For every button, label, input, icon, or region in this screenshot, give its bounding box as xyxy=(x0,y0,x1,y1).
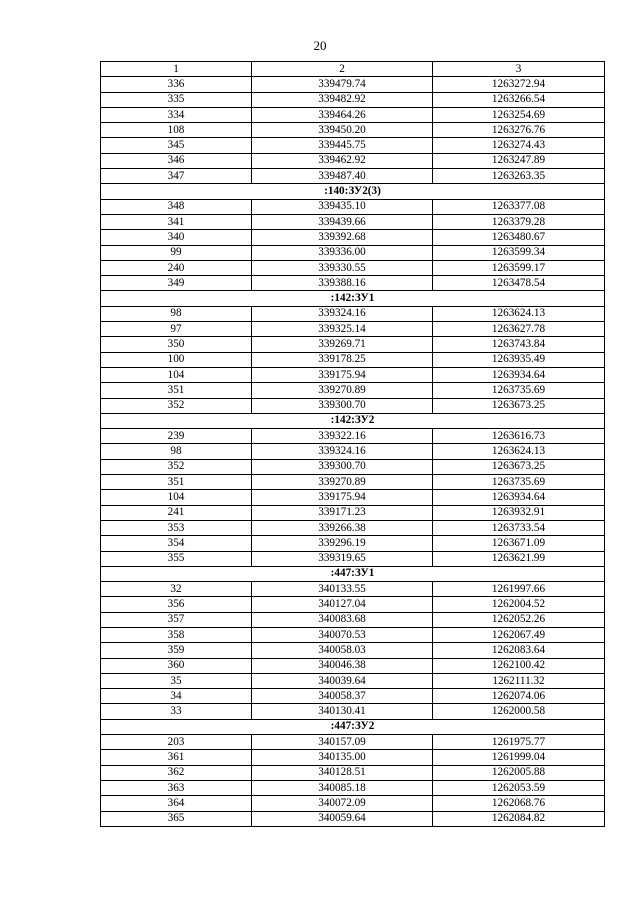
table-row xyxy=(101,138,605,153)
section-header-row xyxy=(101,413,605,428)
section-header-row xyxy=(101,184,605,199)
point-number-cell: 362 xyxy=(101,765,252,780)
table-row xyxy=(101,643,605,658)
point-number-cell: 359 xyxy=(101,643,252,658)
table-row xyxy=(101,322,605,337)
point-number-cell: 345 xyxy=(101,138,252,153)
y-coordinate-cell: 1263743.84 xyxy=(433,337,605,352)
y-coordinate-cell: 1261997.66 xyxy=(433,582,605,597)
x-coordinate-cell: 339336.00 xyxy=(252,245,433,260)
point-number-cell: 364 xyxy=(101,796,252,811)
column-header-3: 3 xyxy=(433,62,605,77)
table-row xyxy=(101,704,605,719)
x-coordinate-cell: 339269.71 xyxy=(252,337,433,352)
table-row xyxy=(101,260,605,275)
x-coordinate-cell: 339325.14 xyxy=(252,322,433,337)
x-coordinate-cell: 340070.53 xyxy=(252,627,433,642)
y-coordinate-cell: 1263276.76 xyxy=(433,123,605,138)
table-row xyxy=(101,169,605,184)
point-number-cell: 104 xyxy=(101,367,252,382)
point-number-cell: 350 xyxy=(101,337,252,352)
x-coordinate-cell: 339175.94 xyxy=(252,490,433,505)
y-coordinate-cell: 1263478.54 xyxy=(433,276,605,291)
x-coordinate-cell: 339445.75 xyxy=(252,138,433,153)
y-coordinate-cell: 1263254.69 xyxy=(433,107,605,122)
y-coordinate-cell: 1262084.82 xyxy=(433,811,605,826)
table-row xyxy=(101,658,605,673)
point-number-cell: 353 xyxy=(101,520,252,535)
point-number-cell: 241 xyxy=(101,505,252,520)
x-coordinate-cell: 340157.09 xyxy=(252,735,433,750)
x-coordinate-cell: 339462.92 xyxy=(252,153,433,168)
table-header-row xyxy=(101,62,605,77)
y-coordinate-cell: 1263599.34 xyxy=(433,245,605,260)
point-number-cell: 98 xyxy=(101,444,252,459)
x-coordinate-cell: 339171.23 xyxy=(252,505,433,520)
x-coordinate-cell: 339324.16 xyxy=(252,444,433,459)
section-header-row xyxy=(101,566,605,581)
x-coordinate-cell: 339319.65 xyxy=(252,551,433,566)
x-coordinate-cell: 339435.10 xyxy=(252,199,433,214)
point-number-cell: 346 xyxy=(101,153,252,168)
table-row xyxy=(101,444,605,459)
table-row xyxy=(101,276,605,291)
table-row xyxy=(101,383,605,398)
y-coordinate-cell: 1262053.59 xyxy=(433,780,605,795)
x-coordinate-cell: 340058.37 xyxy=(252,689,433,704)
x-coordinate-cell: 339439.66 xyxy=(252,214,433,229)
table-row xyxy=(101,352,605,367)
x-coordinate-cell: 340046.38 xyxy=(252,658,433,673)
y-coordinate-cell: 1263480.67 xyxy=(433,230,605,245)
y-coordinate-cell: 1262000.58 xyxy=(433,704,605,719)
point-number-cell: 35 xyxy=(101,673,252,688)
y-coordinate-cell: 1263624.13 xyxy=(433,444,605,459)
table-row xyxy=(101,337,605,352)
table-row xyxy=(101,551,605,566)
y-coordinate-cell: 1262074.06 xyxy=(433,689,605,704)
table-row xyxy=(101,735,605,750)
y-coordinate-cell: 1263266.54 xyxy=(433,92,605,107)
y-coordinate-cell: 1262083.64 xyxy=(433,643,605,658)
x-coordinate-cell: 340130.41 xyxy=(252,704,433,719)
x-coordinate-cell: 339270.89 xyxy=(252,383,433,398)
point-number-cell: 355 xyxy=(101,551,252,566)
point-number-cell: 33 xyxy=(101,704,252,719)
x-coordinate-cell: 340085.18 xyxy=(252,780,433,795)
point-number-cell: 239 xyxy=(101,429,252,444)
point-number-cell: 34 xyxy=(101,689,252,704)
table-row xyxy=(101,520,605,535)
point-number-cell: 365 xyxy=(101,811,252,826)
x-coordinate-cell: 339482.92 xyxy=(252,92,433,107)
x-coordinate-cell: 340072.09 xyxy=(252,796,433,811)
point-number-cell: 356 xyxy=(101,597,252,612)
point-number-cell: 99 xyxy=(101,245,252,260)
table-row xyxy=(101,230,605,245)
section-header-row xyxy=(101,719,605,734)
y-coordinate-cell: 1262067.49 xyxy=(433,627,605,642)
y-coordinate-cell: 1263934.64 xyxy=(433,490,605,505)
x-coordinate-cell: 339322.16 xyxy=(252,429,433,444)
table-row xyxy=(101,811,605,826)
point-number-cell: 104 xyxy=(101,490,252,505)
x-coordinate-cell: 339175.94 xyxy=(252,367,433,382)
table-row xyxy=(101,153,605,168)
y-coordinate-cell: 1263599.17 xyxy=(433,260,605,275)
table-row xyxy=(101,689,605,704)
table-row xyxy=(101,245,605,260)
y-coordinate-cell: 1263624.13 xyxy=(433,306,605,321)
point-number-cell: 108 xyxy=(101,123,252,138)
table-row xyxy=(101,92,605,107)
y-coordinate-cell: 1263274.43 xyxy=(433,138,605,153)
x-coordinate-cell: 339300.70 xyxy=(252,459,433,474)
y-coordinate-cell: 1262100.42 xyxy=(433,658,605,673)
point-number-cell: 341 xyxy=(101,214,252,229)
point-number-cell: 97 xyxy=(101,322,252,337)
point-number-cell: 340 xyxy=(101,230,252,245)
x-coordinate-cell: 340083.68 xyxy=(252,612,433,627)
y-coordinate-cell: 1263673.25 xyxy=(433,459,605,474)
column-header-2: 2 xyxy=(252,62,433,77)
table-row xyxy=(101,398,605,413)
x-coordinate-cell: 339270.89 xyxy=(252,475,433,490)
x-coordinate-cell: 339487.40 xyxy=(252,169,433,184)
y-coordinate-cell: 1263673.25 xyxy=(433,398,605,413)
section-title: :142:ЗУ1 xyxy=(101,291,605,306)
x-coordinate-cell: 339450.20 xyxy=(252,123,433,138)
coordinates-table-body xyxy=(101,62,605,827)
point-number-cell: 98 xyxy=(101,306,252,321)
table-row xyxy=(101,367,605,382)
x-coordinate-cell: 340059.64 xyxy=(252,811,433,826)
y-coordinate-cell: 1263735.69 xyxy=(433,383,605,398)
x-coordinate-cell: 339300.70 xyxy=(252,398,433,413)
coordinates-table xyxy=(100,61,605,827)
y-coordinate-cell: 1263616.73 xyxy=(433,429,605,444)
point-number-cell: 360 xyxy=(101,658,252,673)
section-title: :447:ЗУ1 xyxy=(101,566,605,581)
table-row xyxy=(101,199,605,214)
y-coordinate-cell: 1263263.35 xyxy=(433,169,605,184)
table-row xyxy=(101,77,605,92)
y-coordinate-cell: 1263247.89 xyxy=(433,153,605,168)
x-coordinate-cell: 339330.55 xyxy=(252,260,433,275)
table-row xyxy=(101,505,605,520)
table-row xyxy=(101,536,605,551)
point-number-cell: 347 xyxy=(101,169,252,184)
y-coordinate-cell: 1261999.04 xyxy=(433,750,605,765)
x-coordinate-cell: 339324.16 xyxy=(252,306,433,321)
x-coordinate-cell: 339178.25 xyxy=(252,352,433,367)
y-coordinate-cell: 1263671.09 xyxy=(433,536,605,551)
y-coordinate-cell: 1262111.32 xyxy=(433,673,605,688)
section-title: :140:ЗУ2(3) xyxy=(101,184,605,199)
column-header-1: 1 xyxy=(101,62,252,77)
point-number-cell: 358 xyxy=(101,627,252,642)
y-coordinate-cell: 1263621.99 xyxy=(433,551,605,566)
point-number-cell: 32 xyxy=(101,582,252,597)
point-number-cell: 334 xyxy=(101,107,252,122)
x-coordinate-cell: 340039.64 xyxy=(252,673,433,688)
x-coordinate-cell: 339266.38 xyxy=(252,520,433,535)
table-row xyxy=(101,214,605,229)
table-row xyxy=(101,612,605,627)
x-coordinate-cell: 340133.55 xyxy=(252,582,433,597)
point-number-cell: 240 xyxy=(101,260,252,275)
y-coordinate-cell: 1263932.91 xyxy=(433,505,605,520)
table-row xyxy=(101,627,605,642)
x-coordinate-cell: 340058.03 xyxy=(252,643,433,658)
point-number-cell: 351 xyxy=(101,475,252,490)
table-row xyxy=(101,306,605,321)
section-title: :447:ЗУ2 xyxy=(101,719,605,734)
y-coordinate-cell: 1263379.28 xyxy=(433,214,605,229)
table-row xyxy=(101,673,605,688)
y-coordinate-cell: 1262004.52 xyxy=(433,597,605,612)
page-number: 20 xyxy=(313,38,327,53)
y-coordinate-cell: 1263935.49 xyxy=(433,352,605,367)
y-coordinate-cell: 1262005.88 xyxy=(433,765,605,780)
table-row xyxy=(101,475,605,490)
point-number-cell: 349 xyxy=(101,276,252,291)
point-number-cell: 352 xyxy=(101,459,252,474)
table-row xyxy=(101,107,605,122)
section-title: :142:ЗУ2 xyxy=(101,413,605,428)
y-coordinate-cell: 1263627.78 xyxy=(433,322,605,337)
y-coordinate-cell: 1263377.08 xyxy=(433,199,605,214)
x-coordinate-cell: 339479.74 xyxy=(252,77,433,92)
table-row xyxy=(101,597,605,612)
point-number-cell: 361 xyxy=(101,750,252,765)
table-row xyxy=(101,459,605,474)
y-coordinate-cell: 1263735.69 xyxy=(433,475,605,490)
point-number-cell: 363 xyxy=(101,780,252,795)
table-row xyxy=(101,490,605,505)
point-number-cell: 351 xyxy=(101,383,252,398)
y-coordinate-cell: 1263934.64 xyxy=(433,367,605,382)
table-row xyxy=(101,750,605,765)
point-number-cell: 354 xyxy=(101,536,252,551)
point-number-cell: 336 xyxy=(101,77,252,92)
point-number-cell: 352 xyxy=(101,398,252,413)
x-coordinate-cell: 340135.00 xyxy=(252,750,433,765)
y-coordinate-cell: 1263733.54 xyxy=(433,520,605,535)
y-coordinate-cell: 1261975.77 xyxy=(433,735,605,750)
y-coordinate-cell: 1262068.76 xyxy=(433,796,605,811)
x-coordinate-cell: 339392.68 xyxy=(252,230,433,245)
x-coordinate-cell: 339296.19 xyxy=(252,536,433,551)
section-header-row xyxy=(101,291,605,306)
point-number-cell: 335 xyxy=(101,92,252,107)
y-coordinate-cell: 1262052.26 xyxy=(433,612,605,627)
x-coordinate-cell: 340127.04 xyxy=(252,597,433,612)
point-number-cell: 348 xyxy=(101,199,252,214)
x-coordinate-cell: 339464.26 xyxy=(252,107,433,122)
table-row xyxy=(101,780,605,795)
table-row xyxy=(101,429,605,444)
table-row xyxy=(101,765,605,780)
table-row xyxy=(101,123,605,138)
table-row xyxy=(101,582,605,597)
y-coordinate-cell: 1263272.94 xyxy=(433,77,605,92)
x-coordinate-cell: 340128.51 xyxy=(252,765,433,780)
point-number-cell: 100 xyxy=(101,352,252,367)
point-number-cell: 203 xyxy=(101,735,252,750)
x-coordinate-cell: 339388.16 xyxy=(252,276,433,291)
table-row xyxy=(101,796,605,811)
point-number-cell: 357 xyxy=(101,612,252,627)
